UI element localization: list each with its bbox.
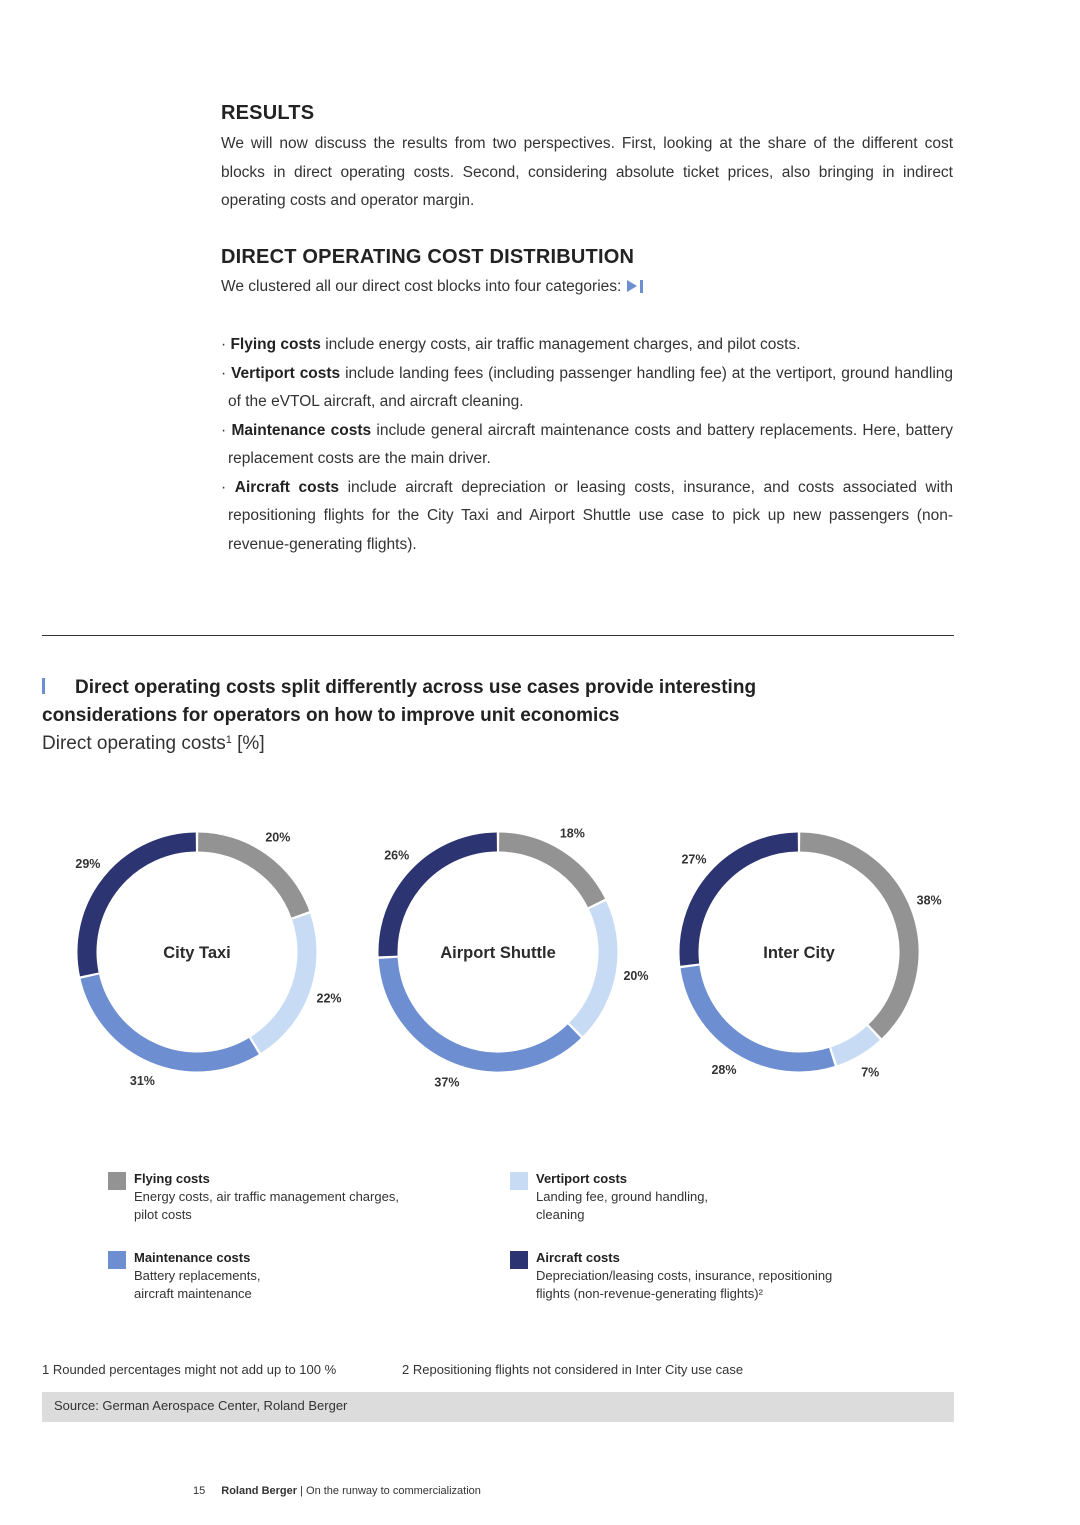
legend-line: Landing fee, ground handling, [536,1189,709,1204]
legend-line: Depreciation/leasing costs, insurance, repositioning [536,1268,833,1283]
donut-slice-airport-shuttle-vertiport-costs [576,905,608,1029]
donut-label-airport-shuttle-flying-costs: 18% [559,826,585,841]
cost-category-list [221,331,953,559]
legend-title: Aircraft costs [536,1250,620,1265]
bullet-bold-label: Flying costs [230,336,321,353]
list-item: · Maintenance costs include general aircraft maintenance costs and battery replacements. Here, battery replacement costs are the main driver. [221,421,954,467]
doc-distribution-intro [221,273,643,302]
donut-slice-airport-shuttle-maintenance-costs [388,958,574,1062]
legend-line: Energy costs, air traffic management charges, [134,1189,399,1204]
legend-line: Battery replacements, [134,1268,261,1283]
donut-slice-inter-city-flying-costs [800,842,909,1031]
figure-link-bar-icon [640,280,643,293]
bullet-text: include energy costs, air traffic management charges, and pilot costs. [320,336,801,353]
results-paragraph: We will now discuss the results from two perspectives. First, looking at the share of the different cost blocks in direct operating costs. Second, considering absolute ticket prices, also bringing in indirect operating costs and operator margin. [221,135,953,209]
legend-swatch-flying [108,1172,126,1190]
donut-label-airport-shuttle-maintenance-costs: 37% [434,1075,460,1090]
bullet-bold-label: Maintenance costs [231,421,372,439]
results-heading: RESULTS [221,102,315,124]
legend-line: aircraft maintenance [134,1286,252,1301]
donut-slice-city-taxi-maintenance-costs [90,977,254,1062]
donut-center-label-inter-city: Inter City [763,944,835,962]
donut-label-inter-city-aircraft-costs: 27% [681,852,707,867]
figure-subtitle-unit: [%] [237,733,265,754]
bullet-text: include general aircraft maintenance costs and battery replacements. Here, battery replacement costs are the main driver. [228,421,954,467]
legend-title: Flying costs [134,1171,210,1186]
list-item: · Aircraft costs include aircraft depreciation or leasing costs, insurance, and costs associated with repositioning flights for the City Taxi and Airport Shuttle use case to pick up new passengers (non-revenue-generating flights). [221,478,953,553]
bullet-text: include aircraft depreciation or leasing costs, insurance, and costs associated with repositioning flights for the City Taxi and Airport Shuttle use case to pick up new passengers (non-revenue-generating flights). [228,478,953,553]
legend-swatch-vertiport [510,1172,528,1190]
footnote-1: 1 Rounded percentages might not add up to 100 % [42,1362,337,1377]
donut-label-airport-shuttle-vertiport-costs: 20% [623,968,649,983]
donut-charts [0,800,1080,1120]
donut-center-label-airport-shuttle: Airport Shuttle [440,944,556,962]
donut-slice-airport-shuttle-flying-costs [499,842,596,903]
figure-subtitle [42,730,265,758]
legend-swatch-maintenance [108,1251,126,1269]
source-bar [42,1392,954,1422]
legend-line: pilot costs [134,1207,192,1222]
figure-marker-icon [42,678,45,694]
figure-title-text: Direct operating costs split differently across use cases provide interesting considerations for operators on how to improve unit economics [42,677,757,726]
bullet-bold-label: Aircraft costs [234,478,339,496]
doc-distribution-intro-text: We clustered all our direct cost blocks into four categories: [221,278,622,295]
bullet-text: include landing fees (including passenger handling fee) at the vertiport, ground handling of the eVTOL aircraft, and aircraft cleaning. [228,364,954,410]
figure-subtitle-footnote-ref: 1 [225,734,232,746]
footer-title: | On the runway to commercialization [297,1485,481,1497]
footer-brand: Roland Berger [221,1485,298,1497]
donut-label-inter-city-vertiport-costs: 7% [861,1065,880,1080]
section-divider [42,635,954,636]
bullet-bold-label: Vertiport costs [231,364,341,382]
donut-slice-inter-city-maintenance-costs [690,967,832,1062]
donut-label-city-taxi-vertiport-costs: 22% [316,991,342,1006]
doc-distribution-heading: DIRECT OPERATING COST DISTRIBUTION [221,246,635,268]
footnote-2: 2 Repositioning flights not considered in Inter City use case [402,1362,744,1377]
list-item: · Flying costs include energy costs, air traffic management charges, and pilot costs. [221,336,801,353]
donut-label-inter-city-maintenance-costs: 28% [711,1063,737,1078]
figure-subtitle-text: Direct operating costs [42,733,226,754]
legend-title: Vertiport costs [536,1171,628,1186]
donut-center-label-city-taxi: City Taxi [163,944,231,962]
page-footer [193,1485,481,1497]
legend-title: Maintenance costs [134,1250,251,1265]
list-item: · Vertiport costs include landing fees (including passenger handling fee) at the vertiport, ground handling of the eVTOL aircraft, and aircraft cleaning. [221,364,954,410]
legend-line: flights (non-revenue-generating flights)² [536,1286,763,1301]
donut-slice-city-taxi-flying-costs [198,842,300,914]
donut-label-city-taxi-aircraft-costs: 29% [75,857,101,872]
page-number: 15 [193,1485,206,1497]
donut-slice-city-taxi-vertiport-costs [256,917,307,1045]
donut-label-city-taxi-maintenance-costs: 31% [129,1073,155,1088]
legend-swatch-aircraft [510,1251,528,1269]
source-text: Source: German Aerospace Center, Roland Berger [54,1398,348,1413]
legend-line: cleaning [536,1207,585,1222]
donut-label-airport-shuttle-aircraft-costs: 26% [384,848,410,863]
donut-slice-inter-city-vertiport-costs [834,1033,873,1056]
figure-link-arrow-icon[interactable] [627,280,637,292]
donut-label-inter-city-flying-costs: 38% [916,893,942,908]
donut-label-city-taxi-flying-costs: 20% [265,830,291,845]
figure-title [42,674,862,730]
